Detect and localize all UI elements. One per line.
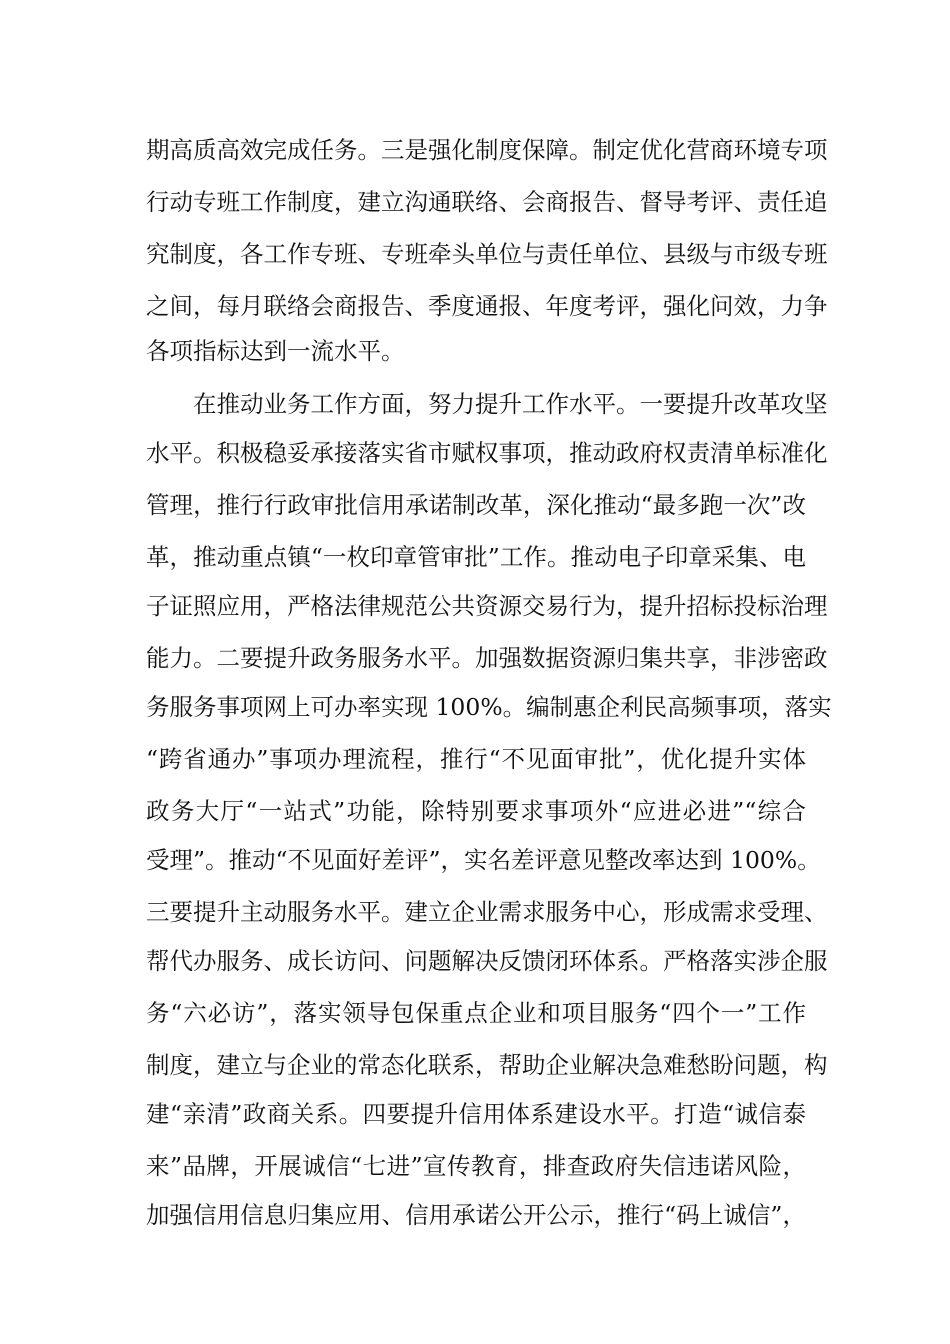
text-line-10: 子证照应用，严格法律规范公共资源交易行为，提升招标投标治理 [146,592,828,620]
text-line-13: “跨省通办”事项办理流程，推行“不见面审批”，优化提升实体 [146,745,806,773]
text-line-9: 革，推动重点镇“一枚印章管审批”工作。推动电子印章采集、电 [146,543,806,571]
text-line-20: 建“亲清”政商关系。四要提升信用体系建设水平。打造“诚信泰 [146,1100,806,1128]
text-line-3: 究制度，各工作专班、专班牵头单位与责任单位、县级与市级专班 [146,240,828,268]
text-line-12: 务服务事项网上可办率实现 100%。编制惠企利民高频事项，落实 [146,693,832,721]
text-line-16: 三要提升主动服务水平。建立企业需求服务中心，形成需求受理、 [146,898,828,926]
text-line-21: 来”品牌，开展诚信“七进”宣传教育，排查政府失信违诺风险， [146,1152,806,1180]
text-line-15: 受理”。推动“不见面好差评”，实名差评意见整改率达到 100%。 [146,846,821,874]
text-line-7: 水平。积极稳妥承接落实省市赋权事项，推动政府权责清单标准化 [146,439,828,467]
text-line-22: 加强信用信息归集应用、信用承诺公开公示，推行“码上诚信”， [146,1201,806,1229]
text-line-17: 帮代办服务、成长访问、问题解决反馈闭环体系。严格落实涉企服 [146,947,828,975]
text-line-8: 管理，推行行政审批信用承诺制改革，深化推动“最多跑一次”改 [146,491,806,519]
text-line-18: 务“六必访”，落实领导包保重点企业和项目服务“四个一”工作 [146,999,806,1027]
text-line-2: 行动专班工作制度，建立沟通联络、会商报告、督导考评、责任追 [146,188,828,216]
text-line-11: 能力。二要提升政务服务水平。加强数据资源归集共享，非涉密政 [146,644,828,672]
paragraph-start-line: 在推动业务工作方面，努力提升工作水平。一要提升改革攻坚 [193,390,828,418]
text-line-1: 期高质高效完成任务。三是强化制度保障。制定优化营商环境专项 [146,136,828,164]
text-line-14: 政务大厅“一站式”功能，除特别要求事项外“应进必进”“综合 [146,797,806,825]
text-line-4: 之间，每月联络会商报告、季度通报、年度考评，强化问效，力争 [146,292,828,320]
text-line-5: 各项指标达到一流水平。 [146,337,405,365]
text-line-19: 制度，建立与企业的常态化联系，帮助企业解决急难愁盼问题，构 [146,1051,828,1079]
